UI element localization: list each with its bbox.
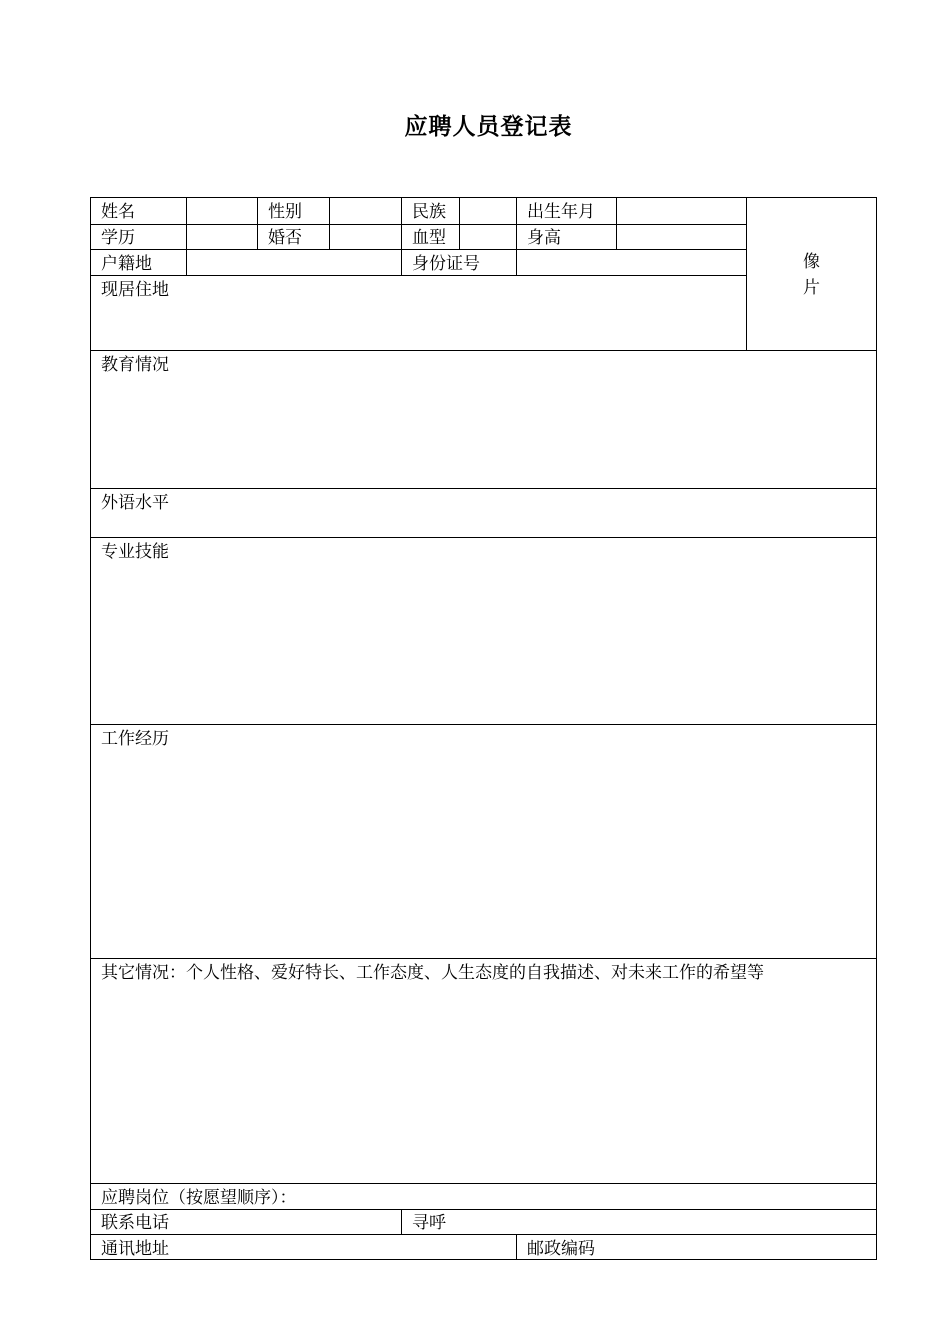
skills-field[interactable]: [91, 538, 877, 724]
skills-label: 专业技能: [101, 542, 169, 562]
desired-position-field[interactable]: [321, 1184, 877, 1209]
birth-field[interactable]: [617, 198, 746, 224]
work-experience-field[interactable]: [91, 725, 877, 958]
mail-address-field[interactable]: [187, 1235, 516, 1259]
desired-position-label: 应聘岗位（按愿望顺序）：: [101, 1188, 297, 1208]
gender-field[interactable]: [330, 198, 401, 224]
height-field[interactable]: [617, 225, 746, 249]
mail-address-label: 通讯地址: [101, 1239, 169, 1259]
current-address-label: 现居住地: [101, 280, 169, 300]
col-divider: [401, 198, 402, 275]
education-level-field[interactable]: [187, 225, 257, 249]
gender-label: 性别: [268, 202, 302, 222]
name-label: 姓名: [101, 202, 135, 222]
photo-label-line1: 像: [803, 252, 820, 272]
photo-box[interactable]: [746, 198, 877, 350]
ethnicity-label: 民族: [412, 202, 446, 222]
height-label: 身高: [527, 228, 561, 248]
work-experience-label: 工作经历: [101, 729, 169, 749]
other-info-label: 其它情况：个人性格、爱好特长、工作态度、人生态度的自我描述、对未来工作的希望等: [101, 963, 764, 983]
col-divider: [401, 1209, 402, 1234]
marital-label: 婚否: [268, 228, 302, 248]
hukou-field[interactable]: [187, 250, 401, 275]
registration-form: [90, 197, 877, 1260]
blood-type-field[interactable]: [460, 225, 516, 249]
other-info-field[interactable]: [91, 959, 877, 1183]
birth-label: 出生年月: [527, 202, 595, 222]
pager-label: 寻呼: [412, 1213, 446, 1233]
id-number-field[interactable]: [517, 250, 746, 275]
pager-field[interactable]: [461, 1210, 877, 1234]
language-level-field[interactable]: [91, 489, 877, 537]
postcode-field[interactable]: [617, 1235, 877, 1259]
photo-label-line2: 片: [803, 278, 820, 298]
language-level-label: 外语水平: [101, 493, 169, 513]
col-divider: [257, 198, 258, 249]
name-field[interactable]: [187, 198, 257, 224]
hukou-label: 户籍地: [101, 254, 152, 274]
education-history-label: 教育情况: [101, 355, 169, 375]
blood-type-label: 血型: [412, 228, 446, 248]
id-number-label: 身份证号: [412, 254, 480, 274]
phone-label: 联系电话: [101, 1213, 169, 1233]
ethnicity-field[interactable]: [460, 198, 516, 224]
col-divider: [516, 1234, 517, 1259]
phone-field[interactable]: [187, 1210, 401, 1234]
education-level-label: 学历: [101, 228, 135, 248]
education-history-field[interactable]: [91, 351, 877, 488]
form-title: 应聘人员登记表: [404, 113, 573, 140]
marital-field[interactable]: [330, 225, 401, 249]
postcode-label: 邮政编码: [527, 1239, 595, 1259]
current-address-field[interactable]: [91, 276, 746, 350]
